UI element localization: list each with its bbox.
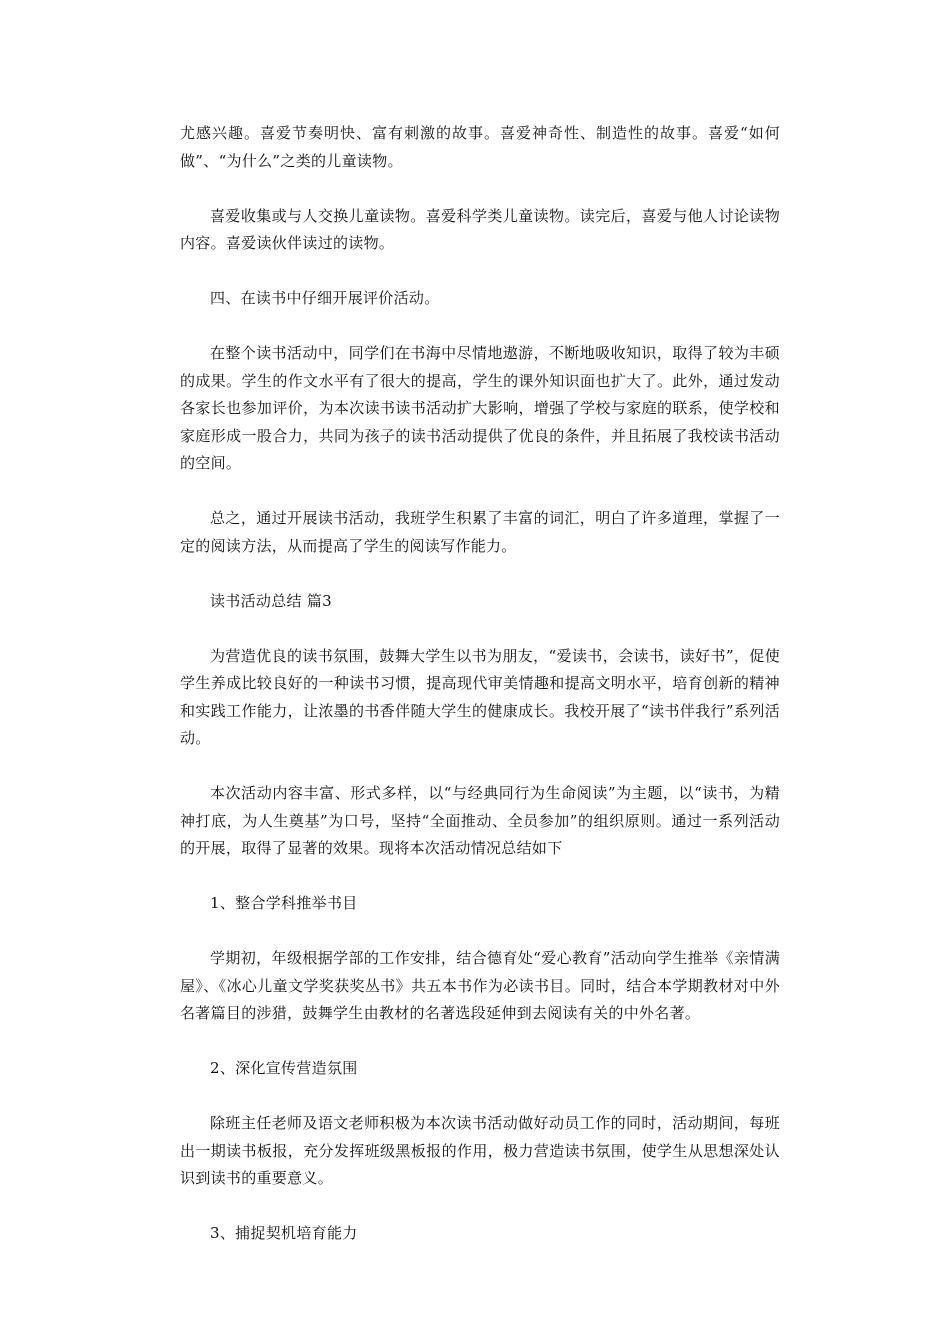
paragraph-continuation: 尤感兴趣。喜爱节奏明快、富有刺激的故事。喜爱神奇性、制造性的故事。喜爱“如何做”、“为什么”之类的儿童读物。 <box>180 124 780 170</box>
paragraph-publicity: 除班主任老师及语文老师积极为本次读书活动做好动员工作的同时，活动期间，每班出一期读书板报，充分发挥班级黑板报的作用，极力营造读书氛围，使学生从思想深处认识到读书的重要意义。 <box>180 1114 780 1187</box>
section-heading-1: 1、整合学科推举书目 <box>210 894 358 912</box>
paragraph-conclusion: 总之，通过开展读书活动，我班学生积累了丰富的词汇，明白了许多道理，掌握了一定的阅读方法，从而提高了学生的阅读写作能力。 <box>180 509 780 555</box>
section-heading-3: 3、捕捉契机培育能力 <box>210 1224 358 1242</box>
paragraph-evaluation-results: 在整个读书活动中，同学们在书海中尽情地遨游，不断地吸收知识，取得了较为丰硕的成果。学生的作文水平有了很大的提高，学生的课外知识面也扩大了。此外，通过发动各家长也参加评价，为本次读书读书活动扩大影响，增强了学校与家庭的联系，使学校和家庭形成一股合力，共同为孩子的读书活动提供了优良的条件，并且拓展了我校读书活动的空间。 <box>180 344 780 472</box>
paragraph-intro: 为营造优良的读书氛围，鼓舞大学生以书为朋友，“爱读书，会读书，读好书”，促使学生养成比较良好的一种读书习惯，提高现代审美情趣和提高文明水平，培育创新的精神和实践工作能力，让浓墨的书香伴随大学生的健康成长。我校开展了“读书伴我行”系列活动。 <box>180 646 780 747</box>
article-title-part3: 读书活动总结 篇3 <box>210 591 333 610</box>
paragraph-reading-preferences: 喜爱收集或与人交换儿童读物。喜爱科学类儿童读物。读完后，喜爱与他人讨论读物内容。喜爱读伙伴读过的读物。 <box>180 206 780 252</box>
paragraph-book-list: 学期初，年级根据学部的工作安排，结合德育处“爱心教育”活动向学生推举《亲情满屋》、《冰心儿童文学奖获奖丛书》共五本书作为必读书目。同时，结合本学期教材对中外名著篇目的涉猎，鼓舞学生由教材的名著选段延伸到去阅读有关的中外名著。 <box>180 949 780 1022</box>
document-body <box>180 120 780 1248</box>
paragraph-activity-theme: 本次活动内容丰富、形式多样，以“与经典同行为生命阅读”为主题，以“读书，为精神打底，为人生奠基”为口号，坚持“全面推动、全员参加”的组织原则。通过一系列活动的开展，取得了显著的效果。现将本次活动情况总结如下 <box>180 784 780 857</box>
section-heading-evaluation: 四、在读书中仔细开展评价活动。 <box>210 289 440 307</box>
section-heading-2: 2、深化宣传营造氛围 <box>210 1059 358 1077</box>
